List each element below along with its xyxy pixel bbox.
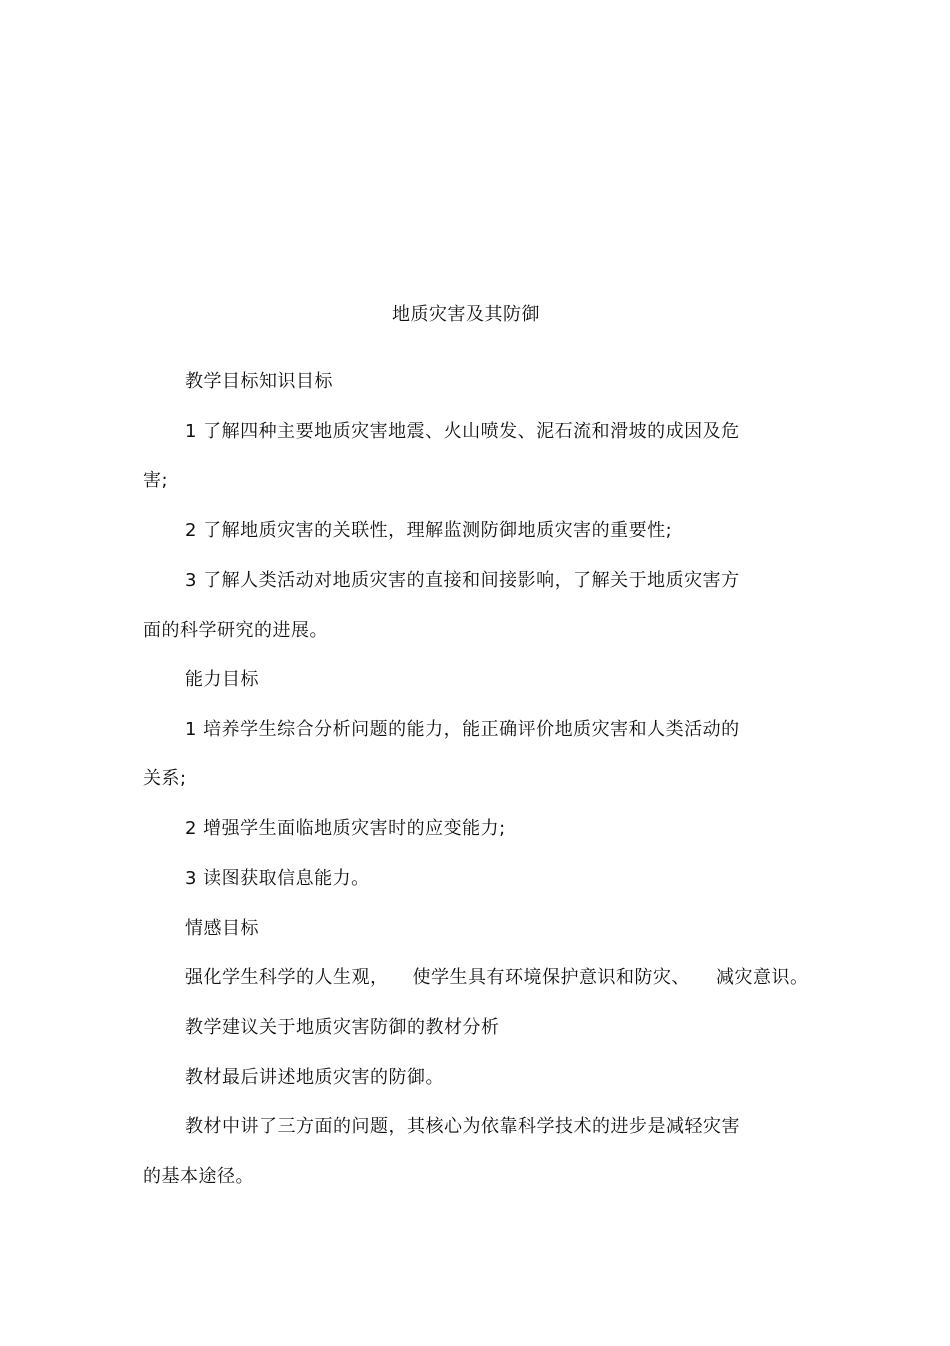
textbook-analysis-2-line-2: 的基本途径。 [143,1166,254,1187]
teaching-goals-heading: 教学目标知识目标 [185,371,333,392]
knowledge-goal-3-line-1: 3 了解人类活动对地质灾害的直接和间接影响，了解关于地质灾害方 [185,570,740,591]
emotion-goal-line [185,966,809,990]
knowledge-goal-1-line-1: 1 了解四种主要地质灾害地震、火山喷发、泥石流和滑坡的成因及危 [185,421,740,442]
document-title: 地质灾害及其防御 [392,304,540,325]
knowledge-goal-3-line-2: 面的科学研究的进展。 [143,620,328,641]
knowledge-goal-1-line-2: 害; [143,470,169,491]
textbook-analysis-1: 教材最后讲述地质灾害的防御。 [185,1067,444,1088]
textbook-analysis-2-line-1: 教材中讲了三方面的问题，其核心为依靠科学技术的进步是减轻灾害 [185,1116,740,1137]
ability-goal-1-line-2: 关系; [143,768,187,789]
ability-goals-heading: 能力目标 [185,669,259,690]
ability-goal-3: 3 读图获取信息能力。 [185,868,370,889]
emotion-goal-part-3: 减灾意识。 [716,967,809,988]
emotion-goal-part-1: 强化学生科学的人生观， [185,967,389,988]
teaching-suggestion-heading: 教学建议关于地质灾害防御的教材分析 [185,1017,500,1038]
knowledge-goal-2: 2 了解地质灾害的关联性，理解监测防御地质灾害的重要性; [185,520,673,541]
ability-goal-1-line-1: 1 培养学生综合分析问题的能力，能正确评价地质灾害和人类活动的 [185,719,740,740]
emotion-goal-part-2: 使学生具有环境保护意识和防灾、 [412,967,690,988]
emotion-goals-heading: 情感目标 [185,918,259,939]
ability-goal-2: 2 增强学生面临地质灾害时的应变能力; [185,818,506,839]
